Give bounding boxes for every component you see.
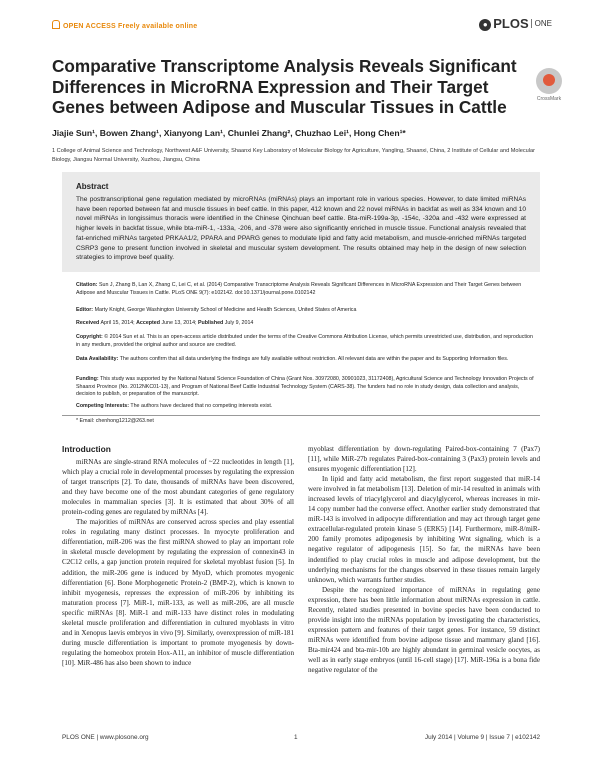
- intro-paragraph: The majorities of miRNAs are conserved across species and play essential roles in regulating many distinct processes. In myocyte proliferation and differentiation, miR-206 was the first miRNA showed to play an important role in skeletal muscle development by regulating the expression of connexin43 in C2C12 cells, a gap junction protein required for skeletal myoblast fusion [5]. In addition, the miR-206 gene is induced by MyoD, which promotes myogenic differentiation [6]. Bone Morphogenetic Protein-2 (BMP-2), which is known to inhibit myogenesis, represses the expression of miR-206 by inhibiting its maturation process [7]. MiR-1, miR-133, as well as miR-206, are all muscle specific miRNAs [8]. MiR-1 and miR-133 have distinct roles in modulating skeletal muscle proliferation and differentiation in cultured myoblasts in vitro and in Xenopus laevis embryos in vivo [9]. Similarly, overexpression of miR-181 during muscle differentiation is important to promote myogenesis by down-regulating the homeobox protein Hox-A11, an inhibitor of muscle differentiation [10]. MiR-486 has also been shown to induce: [62, 518, 294, 667]
- introduction-heading: Introduction: [62, 444, 111, 454]
- abstract-text: The posttranscriptional gene regulation mediated by microRNAs (miRNAs) plays an important role in various species. However, to date limited miRNAs have been reported between fat and muscle tissues in beef cattle. In this paper, 412 known and 22 novel miRNAs in backfat as well as 334 known and 10 novel miRNAs in longissimus thoracis were identified in the Chinese Qinchuan beef cattle. Bta-miR-199a-3p, -154c, -320a and -432 were expressed at higher levels in backfat tissue, while bta-miR-1, -133a, -206, and -378 were also significantly enriched in muscle tissue. Functional analysis revealed that fat-enriched miRNAs targeted PRKAA1/2, PPARA and PPARG genes to modulate lipid and fatty acid metabolism, and muscle-enriched miRNAs targeted CSRP3 gene to present function involved in skeletal and muscular system development. The results obtained may help in the design of new selection strategies to improve beef quality.: [76, 196, 526, 262]
- copyright-block: Copyright: © 2014 Sun et al. This is an open-access article distributed under the terms of the Creative Commons Attribution License, which permits unrestricted use, distribution, and reproduction in any medium, provided the original author and source are credited.: [76, 334, 533, 348]
- footer-journal: PLOS ONE | www.plosone.org: [62, 734, 149, 741]
- editor-block: Editor: Marty Knight, George Washington University School of Medicine and Health Sciences, United States of America: [76, 307, 357, 313]
- citation-block: Citation: Sun J, Zhang B, Lan X, Zhang C, Lei C, et al. (2014) Comparative Transcriptome Analysis Reveals Significant Differences in MicroRNA Expression and Their Target Genes between Adipose and Muscular Tissues in Cattle. PLoS ONE 9(7): e102142. doi:10.1371/journal.pone.0102142: [76, 282, 522, 296]
- footer-page-number: 1: [294, 734, 298, 741]
- affiliations: 1 College of Animal Science and Technology, Northwest A&F University, Shaanxi Key Laboratory of Molecular Biology for Agriculture, Yangling, Shaanxi, China, 2 Institute of Cellular and Molecular Biology, Jiangsu Normal University, Xuzhou, Jiangsu, China: [52, 148, 535, 163]
- article-title: Comparative Transcriptome Analysis Reveals Significant Differences in MicroRNA Expression and Their Target Genes between Adipose and Muscular Tissues in Cattle: [52, 56, 517, 117]
- intro-paragraph: miRNAs are single-strand RNA molecules of ~22 nucleotides in length [1], which play a crucial role in developmental processes by regulating the expression of target transcripts [2]. To date, thousands of miRNAs have been discovered, and they have become one of the most abundant categories of gene regulatory molecules in mammalian species [3]. It is estimated that about 30% of all protein-coding genes are regulated by miRNAs [4].: [62, 458, 294, 517]
- intro-left-column: [62, 457, 294, 668]
- plos-one-logo[interactable]: ● PLOS ONE: [479, 16, 552, 31]
- crossmark-badge[interactable]: CrossMark: [534, 68, 564, 108]
- plos-logo-icon: ●: [479, 19, 491, 31]
- dates-block: Received April 15, 2014; Accepted June 13, 2014; Published July 9, 2014: [76, 320, 254, 326]
- intro-paragraph: Despite the recognized importance of miRNAs in regulating gene expression, there has been little information about miRNAs expression in cattle. Recently, related studies presented in bovine species have been conducted to provide insight into the miRNAs population by investigating the characteristics, expression pattern and features of their target genes. For instance, 59 distinct miRNAs were identified from bovine adipose tissue and mammary gland [16]. Bta-mir424 and bta-mir-10b are highly abundant in germinal vesicle oocytes, as well as in early stage embryos (until 16-cell stage) [17]. MiR-196a is a bona fide negative regulator of the: [308, 585, 540, 675]
- abstract-box: [62, 172, 540, 272]
- intro-right-column: [308, 444, 540, 675]
- open-access-label: OPEN ACCESS Freely available online: [52, 20, 197, 30]
- competing-interests-block: Competing Interests: The authors have declared that no competing interests exist.: [76, 403, 273, 409]
- abstract-heading: Abstract: [76, 182, 109, 191]
- open-access-lock-icon: [52, 20, 60, 29]
- author-list: Jiajie Sun¹, Bowen Zhang¹, Xianyong Lan¹, Chunlei Zhang², Chuzhao Lei¹, Hong Chen¹*: [52, 128, 406, 138]
- divider: [62, 415, 540, 416]
- email-block[interactable]: * Email: chenhong1212@263.net: [76, 418, 154, 424]
- intro-paragraph: In lipid and fatty acid metabolism, the first report suggested that miR-14 were involved in fat metabolism [13]. Deletion of mir-14 resulted in animals with increased levels of triacylglycerol and diacylglycerol, whereas increases in mir-14 copy number had the converse effect. Another earlier study demonstrated that miR-143 is involved in adipocyte differentiation and may act through target gene extracellular-regulated protein kinase 5 (ERK5) [14]. Furthermore, miR-8/miR-200 family promotes adipogenesis by inhibiting Wnt signaling, which is a negative regulator of adipogenesis [15]. So far, the miRNAs have been indentified to play crucial roles in muscle and adipose development, but the underlying mechanisms for the changes observed in these tissues remain largely unknown, which warrants further studies.: [308, 475, 540, 584]
- intro-paragraph: myoblast differentiation by down-regulating Paired-box-containing 7 (Pax7) [11], while MiR-27b regulates Paired-box-containing 3 (Pax3) protein levels and ensures myogenic differentiation [12].: [308, 445, 540, 474]
- data-availability-block: Data Availability: The authors confirm that all data underlying the findings are fully available without restriction. All relevant data are within the paper and its Supporting Information files.: [76, 356, 509, 362]
- funding-block: Funding: This study was supported by the National Natural Science Foundation of China (Grant Nos. 30972080, 30901023, 31172408), Agricultural Science and Technology Innovation Projects of Shaanxi Province (No. 2012NKC01-13), and Program of National Beef Cattle Industrial Technology System (CARS-38). The funders had no role in study design, data collection and analysis, decision to publish, or preparation of the manuscript.: [76, 376, 534, 398]
- footer-issue: July 2014 | Volume 9 | Issue 7 | e102142: [424, 734, 540, 741]
- journal-header: [52, 14, 552, 38]
- crossmark-icon: [536, 68, 562, 94]
